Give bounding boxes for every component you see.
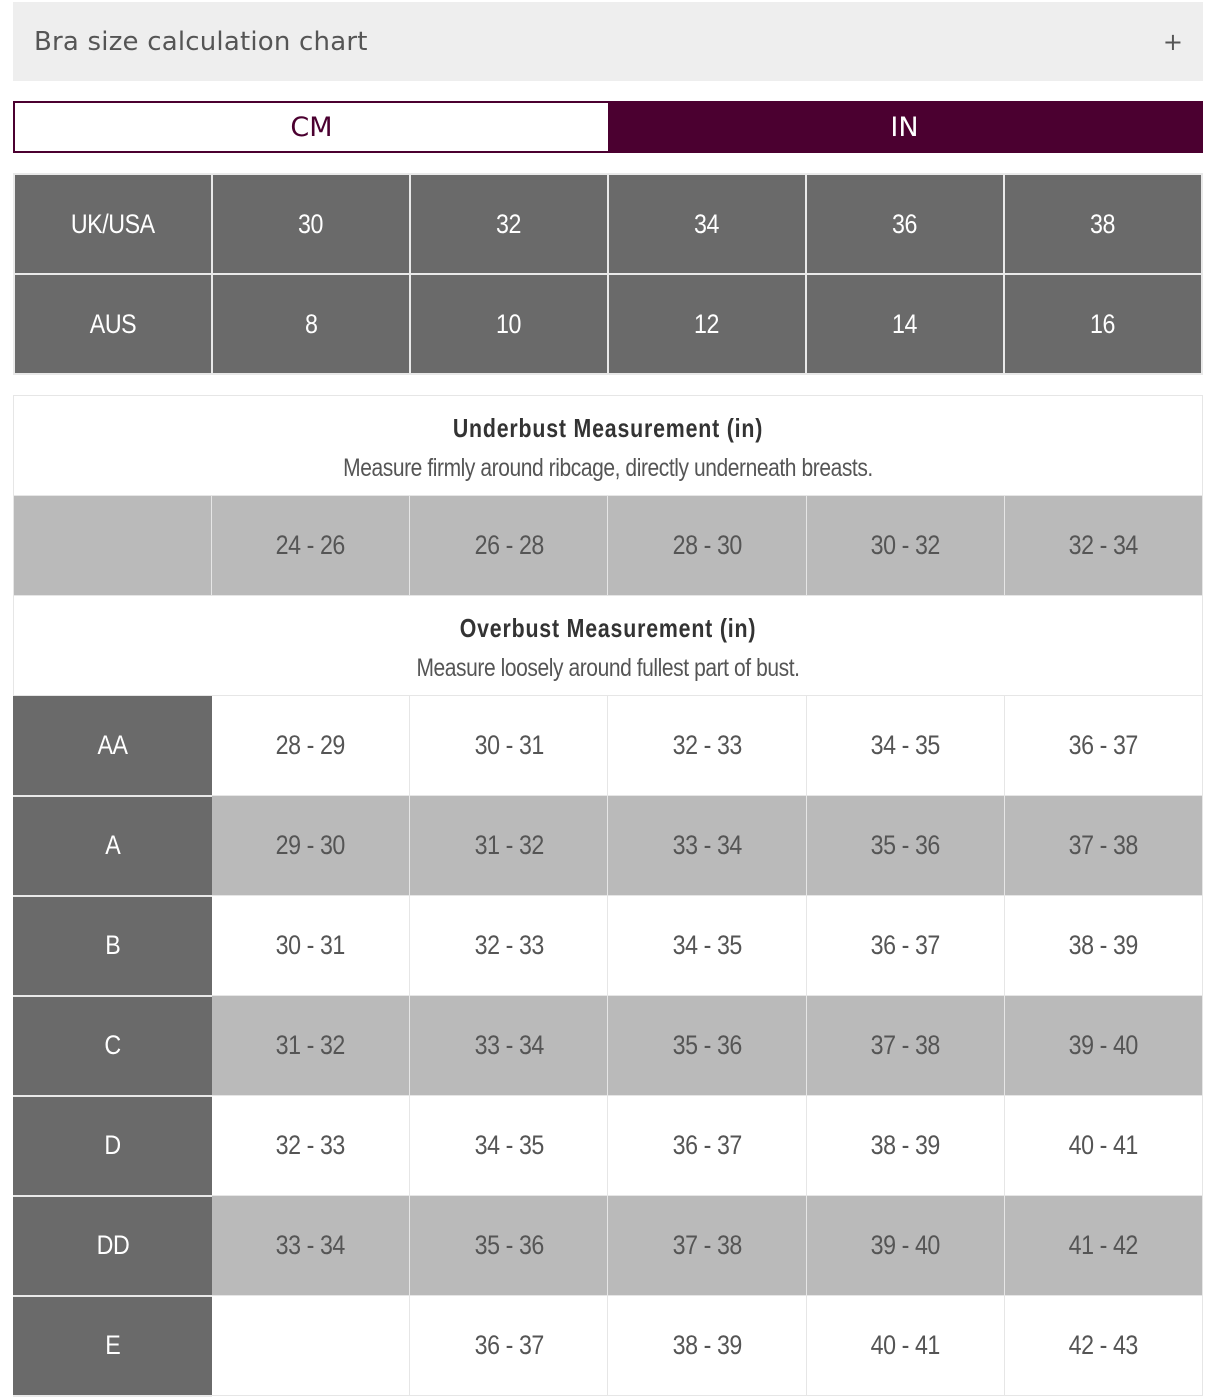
- table-cell: 40 - 41: [806, 1296, 1004, 1396]
- cup-label-c: C: [14, 996, 212, 1096]
- underbust-header: [14, 396, 1203, 496]
- table-cell: 38 - 39: [806, 1096, 1004, 1196]
- underbust-subtitle: Measure firmly around ribcage, directly underneath breasts.: [343, 453, 873, 482]
- table-row: [14, 696, 1203, 796]
- cup-label-a: A: [14, 796, 212, 896]
- table-cell: 30 - 31: [410, 696, 608, 796]
- table-cell: 32 - 33: [608, 696, 806, 796]
- table-cell: 31 - 32: [212, 996, 410, 1096]
- table-row: [14, 1196, 1203, 1296]
- table-cell: 34: [608, 174, 806, 274]
- table-row: [14, 274, 1202, 374]
- table-cell: 30 - 31: [212, 896, 410, 996]
- cup-label-dd: DD: [14, 1196, 212, 1296]
- table-cell: 12: [608, 274, 806, 374]
- cup-label-d: D: [14, 1096, 212, 1196]
- underbust-row: [14, 496, 1203, 596]
- table-cell: 31 - 32: [410, 796, 608, 896]
- unit-toggle: [13, 101, 1203, 153]
- cup-label-aa: AA: [14, 696, 212, 796]
- table-cell: 36: [806, 174, 1004, 274]
- table-cell: 37 - 38: [608, 1196, 806, 1296]
- table-cell: 34 - 35: [806, 696, 1004, 796]
- table-cell: 38: [1004, 174, 1202, 274]
- table-cell: 39 - 40: [806, 1196, 1004, 1296]
- table-cell: 30 - 32: [806, 496, 1004, 596]
- table-cell: 37 - 38: [1004, 796, 1202, 896]
- table-cell: 34 - 35: [410, 1096, 608, 1196]
- table-cell: 37 - 38: [806, 996, 1004, 1096]
- table-cell: 35 - 36: [410, 1196, 608, 1296]
- table-cell: 33 - 34: [212, 1196, 410, 1296]
- table-row: [14, 996, 1203, 1096]
- underbust-header-row: [14, 396, 1203, 496]
- overbust-header: [14, 596, 1203, 696]
- table-cell: 41 - 42: [1004, 1196, 1202, 1296]
- table-row: [14, 796, 1203, 896]
- table-cell: 40 - 41: [1004, 1096, 1202, 1196]
- table-cell: 36 - 37: [410, 1296, 608, 1396]
- table-cell: 24 - 26: [212, 496, 410, 596]
- cup-label-b: B: [14, 896, 212, 996]
- overbust-header-row: [14, 596, 1203, 696]
- size-conversion-table: [13, 173, 1203, 375]
- table-row: [14, 1296, 1203, 1396]
- row-label-uk-usa: UK/USA: [14, 174, 212, 274]
- cup-label-e: E: [14, 1296, 212, 1396]
- table-cell: 14: [806, 274, 1004, 374]
- row-label-aus: AUS: [14, 274, 212, 374]
- table-cell: 35 - 36: [806, 796, 1004, 896]
- table-cell: 33 - 34: [608, 796, 806, 896]
- table-cell: 38 - 39: [1004, 896, 1202, 996]
- table-cell: 39 - 40: [1004, 996, 1202, 1096]
- measurement-table: [13, 395, 1203, 1397]
- unit-cm-button[interactable]: CM: [15, 103, 608, 151]
- table-cell-empty: [212, 1296, 410, 1396]
- table-cell: 35 - 36: [608, 996, 806, 1096]
- table-cell: 28 - 30: [608, 496, 806, 596]
- plus-icon[interactable]: +: [1162, 27, 1183, 56]
- table-cell: 8: [212, 274, 410, 374]
- table-cell: 10: [410, 274, 608, 374]
- table-cell: 32 - 33: [410, 896, 608, 996]
- table-cell: 16: [1004, 274, 1202, 374]
- table-cell: 28 - 29: [212, 696, 410, 796]
- table-cell: 32 - 33: [212, 1096, 410, 1196]
- table-row: [14, 896, 1203, 996]
- table-cell: 36 - 37: [608, 1096, 806, 1196]
- table-cell: 42 - 43: [1004, 1296, 1202, 1396]
- unit-in-button[interactable]: IN: [608, 103, 1201, 151]
- table-cell: 32 - 34: [1004, 496, 1202, 596]
- table-row: [14, 1096, 1203, 1196]
- table-cell: 32: [410, 174, 608, 274]
- accordion-title: Bra size calculation chart: [34, 26, 368, 57]
- table-cell-empty: [14, 496, 212, 596]
- accordion-header[interactable]: [13, 2, 1203, 81]
- table-cell: 38 - 39: [608, 1296, 806, 1396]
- overbust-title: Overbust Measurement (in): [459, 612, 757, 643]
- table-cell: 29 - 30: [212, 796, 410, 896]
- table-cell: 34 - 35: [608, 896, 806, 996]
- table-cell: 33 - 34: [410, 996, 608, 1096]
- table-cell: 36 - 37: [806, 896, 1004, 996]
- overbust-subtitle: Measure loosely around fullest part of bust.: [416, 653, 800, 682]
- table-cell: 36 - 37: [1004, 696, 1202, 796]
- table-cell: 30: [212, 174, 410, 274]
- table-row: [14, 174, 1202, 274]
- underbust-title: Underbust Measurement (in): [452, 412, 764, 443]
- table-cell: 26 - 28: [410, 496, 608, 596]
